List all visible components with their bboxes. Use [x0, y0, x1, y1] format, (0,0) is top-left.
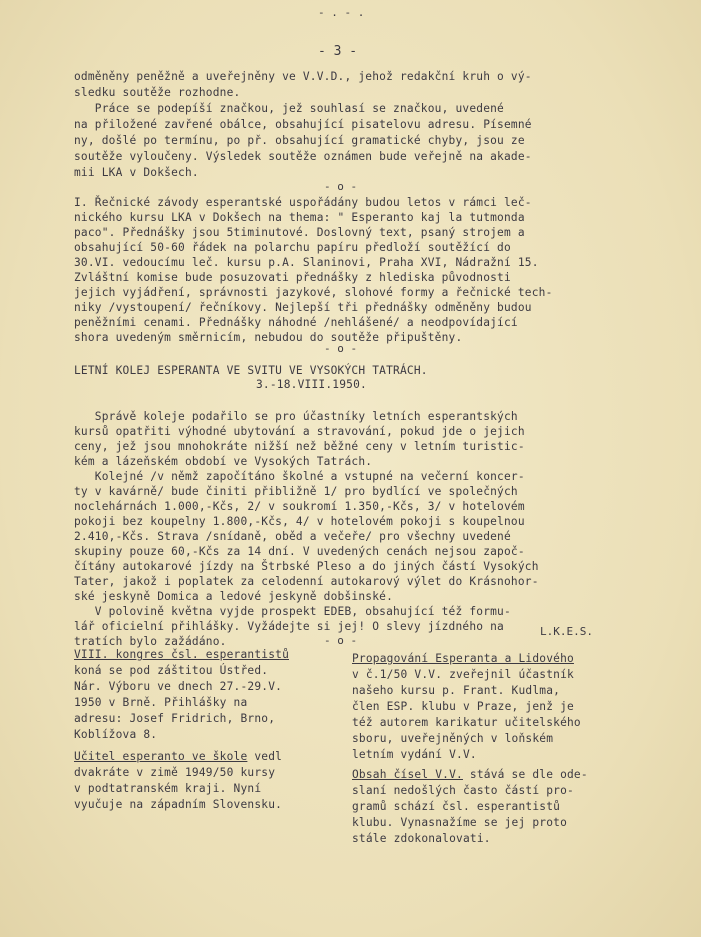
congress-line: adresu: Josef Fridrich, Brno, [74, 712, 276, 725]
contest-line: paco". Přednášky jsou 5timinutové. Doslovný text, psaný strojem a [74, 226, 525, 239]
summer-school-line: tratích bylo zažádáno. [74, 635, 227, 648]
summer-school-line: noclehárnách 1.000,-Kčs, 2/ v soukromí 1.350,-Kčs, 3/ v hotelovém [74, 500, 525, 513]
summer-school-line: Správě koleje podařilo se pro účastníky letních esperantských [74, 410, 518, 423]
teacher-heading-row [74, 750, 282, 763]
intro-line: odměněny peněžně a uveřejněny ve V.V.D., jehož redakční kruh o vý- [74, 70, 532, 83]
contents-heading-tail: stává se dle ode- [462, 768, 588, 781]
propagation-heading: Propagování Esperanta a Lidového [352, 652, 574, 665]
intro-line: Práce se podepíší značkou, jež souhlasí se značkou, uvedené [74, 102, 504, 115]
teacher-line: v podtatranském kraji. Nyní [74, 782, 262, 795]
congress-line: Nár. Výboru ve dnech 27.-29.V. [74, 680, 283, 693]
contest-line: niky /vystoupení/ řečníkovy. Nejlepší tři přednášky odměněny budou [74, 301, 532, 314]
intro-line: sledku soutěže rozhodne. [74, 86, 241, 99]
summer-school-signature: L.K.E.S. [540, 625, 593, 638]
summer-school-line: Kolejné /v němž započítáno školné a vstupné na večerní koncer- [74, 470, 525, 483]
propagation-line: v č.1/50 V.V. zveřejnil účastník [352, 668, 574, 681]
congress-heading: VIII. kongres čsl. esperantistů [74, 648, 289, 661]
propagation-line: též autorem karikatur učitelského [352, 716, 581, 729]
page-number: - 3 - [318, 44, 358, 59]
contents-heading: Obsah čísel V.V. [352, 768, 463, 781]
contest-line: obsahující 50-60 řádek na polarchu papíru předloží soutěžící do [74, 241, 511, 254]
teacher-line: dvakráte v zimě 1949/50 kursy [74, 766, 276, 779]
contents-line: stále zdokonalovati. [352, 832, 491, 845]
summer-school-line: skupiny pouze 60,-Kčs za 14 dní. V uvedených cenách nejsou započ- [74, 545, 525, 558]
intro-line: soutěže vyloučeny. Výsledek soutěže oznámen bude veřejně na akade- [74, 150, 532, 163]
contest-line: nického kursu LKA v Dokšech na thema: " Esperanto kaj la tutmonda [74, 211, 525, 224]
contest-line: 30.VI. vedoucímu leč. kursu p.A. Slaninovi, Praha XVI, Nádražní 15. [74, 256, 539, 269]
contest-line: I. Řečnické závody esperantské uspořádány budou letos v rámci leč- [74, 196, 532, 209]
summer-school-line: kém a lázeňském období ve Vysokých Tatrách. [74, 455, 373, 468]
summer-school-line: kursů opatřiti výhodné ubytování a stravování, pokud jde o jejich [74, 425, 525, 438]
propagation-line: letním vydání V.V. [352, 748, 477, 761]
propagation-line: člen ESP. klubu v Praze, jenž je [352, 700, 574, 713]
summer-school-line: lář oficielní přihlášky. Vyžádejte si jej! O slevy jízdného na [74, 620, 504, 633]
teacher-line: vyučuje na západním Slovensku. [74, 798, 283, 811]
summer-school-line: ty v kavárně/ bude činiti přibližně 1/ pro bydlící ve společných [74, 485, 518, 498]
summer-school-dates: 3.-18.VIII.1950. [256, 378, 367, 391]
contest-line: peněžními cenami. Přednášky náhodné /nehlášené/ a neodpovídající [74, 316, 518, 329]
summer-school-line: ské jeskyně Domica a ledové jeskyně dobšinské. [74, 590, 394, 603]
contents-line: gramů schází čsl. esperantistů [352, 800, 561, 813]
contest-line: shora uvedeným směrnicím, nebudou do soutěže připuštěny. [74, 331, 463, 344]
propagation-line: sboru, uveřejněných v loňském [352, 732, 554, 745]
contest-line: jejich vyjádření, správnosti jazykové, slohové formy a řečnické tech- [74, 286, 553, 299]
propagation-line: našeho kursu p. Frant. Kudlma, [352, 684, 561, 697]
contents-line: klubu. Vynasnažíme se jej proto [352, 816, 567, 829]
congress-line: 1950 v Brně. Přihlášky na [74, 696, 248, 709]
intro-line: ny, došlé po termínu, po př. obsahující gramatické chyby, jsou ze [74, 134, 525, 147]
section-separator: - o - [324, 180, 358, 193]
section-separator: - o - [324, 342, 358, 355]
summer-school-line: V polovině května vyjde prospekt EDEB, obsahující též formu- [74, 605, 511, 618]
section-separator: - o - [324, 634, 358, 647]
teacher-heading-tail: vedl [247, 750, 283, 763]
contest-line: Zvláštní komise bude posuzovati přednášky z hlediska původnosti [74, 271, 511, 284]
congress-line: Koblížova 8. [74, 728, 158, 741]
contents-heading-row [352, 768, 588, 781]
summer-school-title: LETNÍ KOLEJ ESPERANTA VE SVITU VE VYSOKÝCH TATRÁCH. [74, 364, 428, 377]
summer-school-line: čítány autokarové jízdy na Štrbské Pleso a do jiných částí Vysokých [74, 560, 539, 573]
summer-school-line: Tater, jakož i poplatek za celodenní autokarový výlet do Krásnohor- [74, 575, 539, 588]
intro-line: na přiložené zavřené obálce, obsahující pisatelovu adresu. Písemné [74, 118, 532, 131]
summer-school-line: pokoji bez koupelny 1.800,-Kčs, 4/ v hotelovém pokoji s koupelnou [74, 515, 525, 528]
congress-line: koná se pod záštitou Ústřed. [74, 664, 269, 677]
contents-line: slaní nedošlých často částí pro- [352, 784, 574, 797]
teacher-heading: Učitel esperanto ve škole [74, 750, 248, 763]
top-mark: - . - . [318, 6, 365, 19]
summer-school-line: ceny, jež jsou mnohokráte nižší než běžné ceny v letním turistic- [74, 440, 525, 453]
intro-line: mii LKA v Dokšech. [74, 166, 199, 179]
summer-school-line: 2.410,-Kčs. Strava /snídaně, oběd a večeře/ pro všechny uvedené [74, 530, 511, 543]
